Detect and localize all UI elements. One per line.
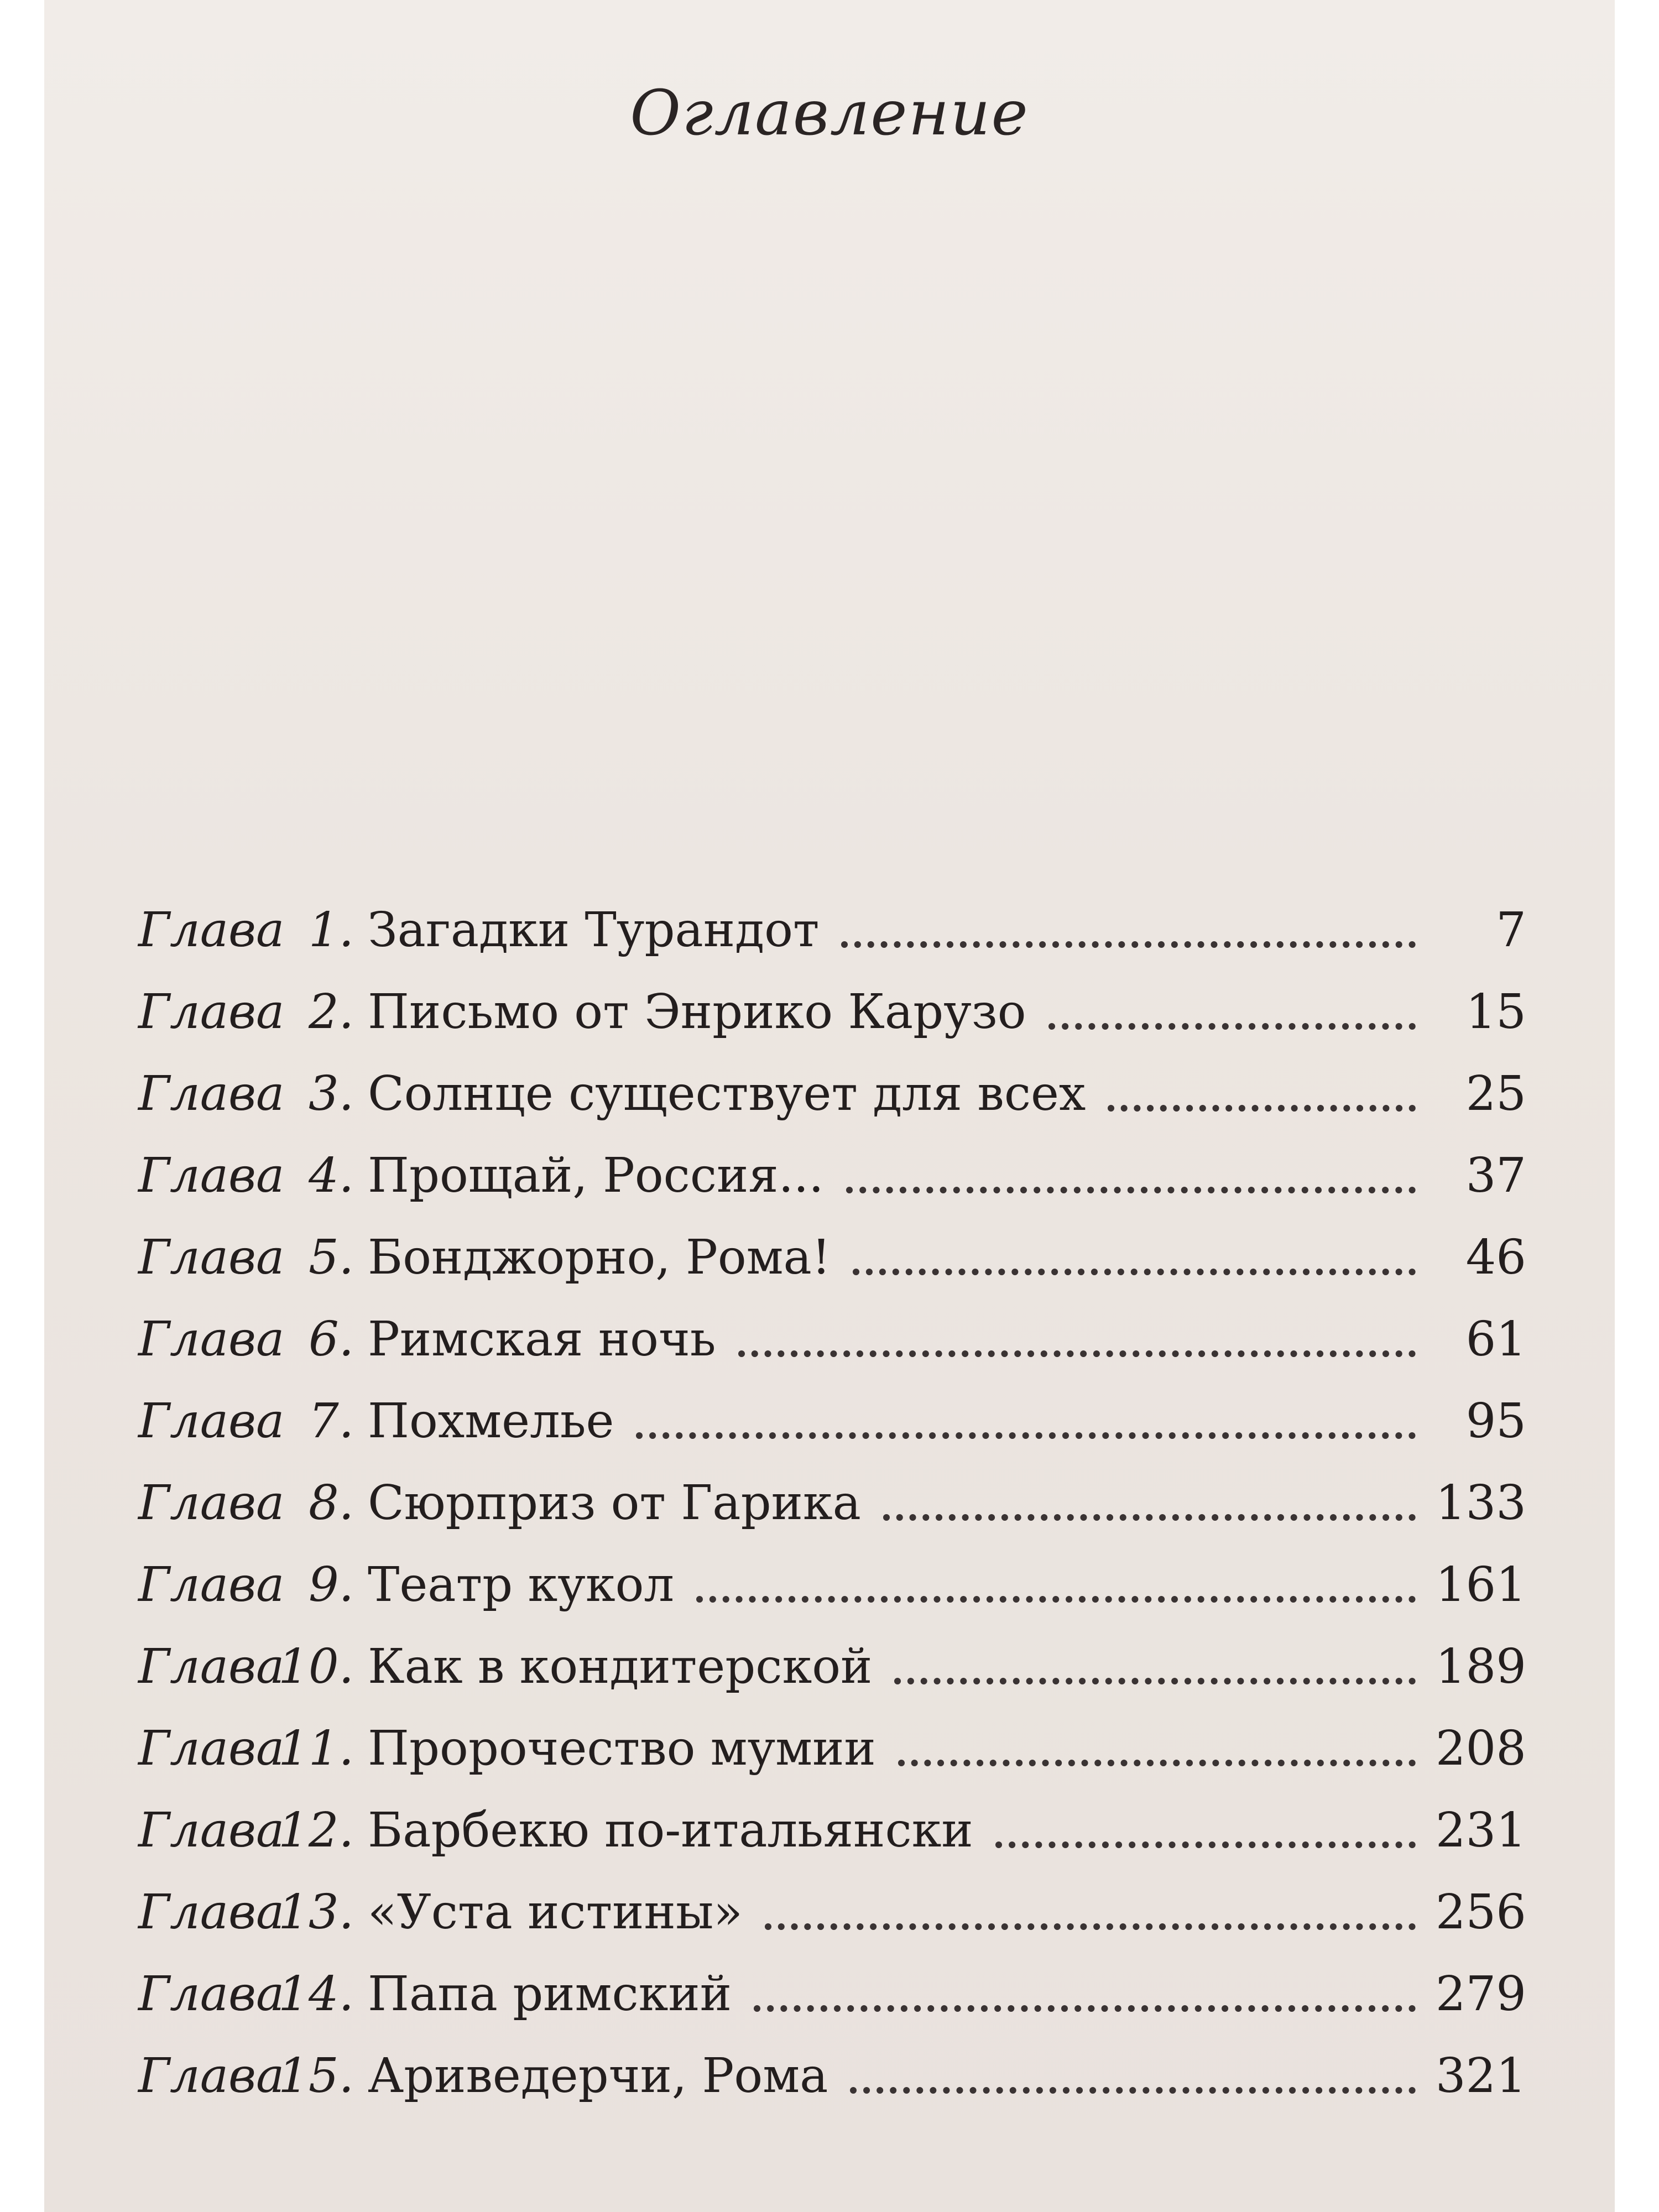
- chapter-page-number: 37: [1465, 1148, 1526, 1203]
- chapter-prefix: Глава: [138, 1885, 285, 1940]
- chapter-page-number: 61: [1465, 1312, 1526, 1367]
- chapter-page-number: 256: [1435, 1885, 1526, 1940]
- dot-leader: [765, 1912, 1416, 1930]
- chapter-prefix: Глава: [138, 1312, 285, 1367]
- chapter-title: Прощай, Россия...: [368, 1148, 824, 1203]
- dot-leader: [883, 1503, 1416, 1521]
- chapter-page-number: 25: [1465, 1066, 1526, 1121]
- dot-leader: [898, 1749, 1416, 1766]
- dot-leader: [696, 1585, 1416, 1603]
- dot-leader: [850, 2076, 1416, 2094]
- chapter-page-number: 231: [1435, 1803, 1526, 1858]
- toc-entry: [0, 1224, 1659, 1285]
- dot-leader: [738, 1339, 1416, 1357]
- chapter-title: Ариведерчи, Рома: [368, 2048, 828, 2104]
- toc-entry: [0, 1797, 1659, 1858]
- chapter-number: 4.: [308, 1148, 354, 1203]
- chapter-number: 13.: [278, 1885, 354, 1940]
- chapter-page-number: 161: [1435, 1557, 1526, 1613]
- chapter-prefix: Глава: [138, 1557, 285, 1613]
- toc-entry: [0, 1470, 1659, 1531]
- chapter-page-number: 7: [1496, 902, 1526, 958]
- chapter-title: Солнце существует для всех: [368, 1066, 1086, 1121]
- chapter-title: Как в кондитерской: [368, 1639, 873, 1694]
- chapter-page-number: 133: [1435, 1475, 1526, 1531]
- toc-entry: [0, 979, 1659, 1040]
- chapter-number: 14.: [278, 1966, 354, 2022]
- page-title: Оглавление: [630, 77, 1029, 149]
- chapter-title: «Уста истины»: [368, 1885, 743, 1940]
- chapter-prefix: Глава: [138, 1066, 285, 1121]
- toc-entry: [0, 1715, 1659, 1776]
- toc-entry: [0, 1061, 1659, 1121]
- chapter-number: 12.: [278, 1803, 354, 1858]
- toc-entry: [0, 1306, 1659, 1367]
- dot-leader: [995, 1830, 1416, 1848]
- chapter-page-number: 321: [1435, 2048, 1526, 2104]
- toc-entry: [0, 897, 1659, 958]
- chapter-number: 10.: [278, 1639, 354, 1694]
- chapter-prefix: Глава: [138, 902, 285, 958]
- dot-leader: [846, 1176, 1416, 1193]
- chapter-page-number: 15: [1465, 984, 1526, 1040]
- chapter-number: 11.: [278, 1721, 354, 1776]
- dot-leader: [636, 1421, 1416, 1439]
- chapter-title: Бонджорно, Рома!: [368, 1230, 831, 1285]
- toc-entry: [0, 1142, 1659, 1203]
- dot-leader: [754, 1994, 1416, 2012]
- chapter-number: 8.: [308, 1475, 354, 1531]
- chapter-prefix: Глава: [138, 984, 285, 1040]
- chapter-number: 6.: [308, 1312, 354, 1367]
- chapter-title: Папа римский: [368, 1966, 732, 2022]
- dot-leader: [841, 930, 1416, 948]
- chapter-page-number: 208: [1435, 1721, 1526, 1776]
- chapter-prefix: Глава: [138, 1639, 285, 1694]
- chapter-prefix: Глава: [138, 1803, 285, 1858]
- chapter-prefix: Глава: [138, 1230, 285, 1285]
- chapter-number: 1.: [308, 902, 354, 958]
- chapter-title: Загадки Турандот: [368, 902, 820, 958]
- table-of-contents: [0, 897, 1659, 2104]
- chapter-page-number: 189: [1435, 1639, 1526, 1694]
- chapter-number: 2.: [308, 984, 354, 1040]
- chapter-title: Похмелье: [368, 1394, 614, 1449]
- chapter-title: Барбекю по-итальянски: [368, 1803, 973, 1858]
- dot-leader: [1048, 1012, 1416, 1030]
- chapter-prefix: Глава: [138, 1148, 285, 1203]
- chapter-page-number: 46: [1465, 1230, 1526, 1285]
- dot-leader: [1108, 1094, 1416, 1112]
- chapter-prefix: Глава: [138, 1721, 285, 1776]
- dot-leader: [853, 1258, 1416, 1275]
- chapter-page-number: 95: [1465, 1394, 1526, 1449]
- chapter-title: Письмо от Энрико Карузо: [368, 984, 1026, 1040]
- chapter-title: Театр кукол: [368, 1557, 675, 1613]
- toc-entry: [0, 1634, 1659, 1694]
- chapter-title: Пророчество мумии: [368, 1721, 876, 1776]
- chapter-prefix: Глава: [138, 1966, 285, 2022]
- chapter-prefix: Глава: [138, 1394, 285, 1449]
- chapter-title: Сюрприз от Гарика: [368, 1475, 861, 1531]
- toc-entry: [0, 1552, 1659, 1613]
- toc-entry: [0, 2043, 1659, 2104]
- toc-entry: [0, 1961, 1659, 2022]
- chapter-number: 9.: [308, 1557, 354, 1613]
- chapter-prefix: Глава: [138, 2048, 285, 2104]
- chapter-title: Римская ночь: [368, 1312, 716, 1367]
- dot-leader: [894, 1667, 1416, 1684]
- chapter-number: 5.: [308, 1230, 354, 1285]
- chapter-page-number: 279: [1435, 1966, 1526, 2022]
- chapter-number: 15.: [278, 2048, 354, 2104]
- chapter-number: 7.: [308, 1394, 354, 1449]
- toc-entry: [0, 1879, 1659, 1940]
- chapter-prefix: Глава: [138, 1475, 285, 1531]
- chapter-number: 3.: [308, 1066, 354, 1121]
- toc-entry: [0, 1388, 1659, 1449]
